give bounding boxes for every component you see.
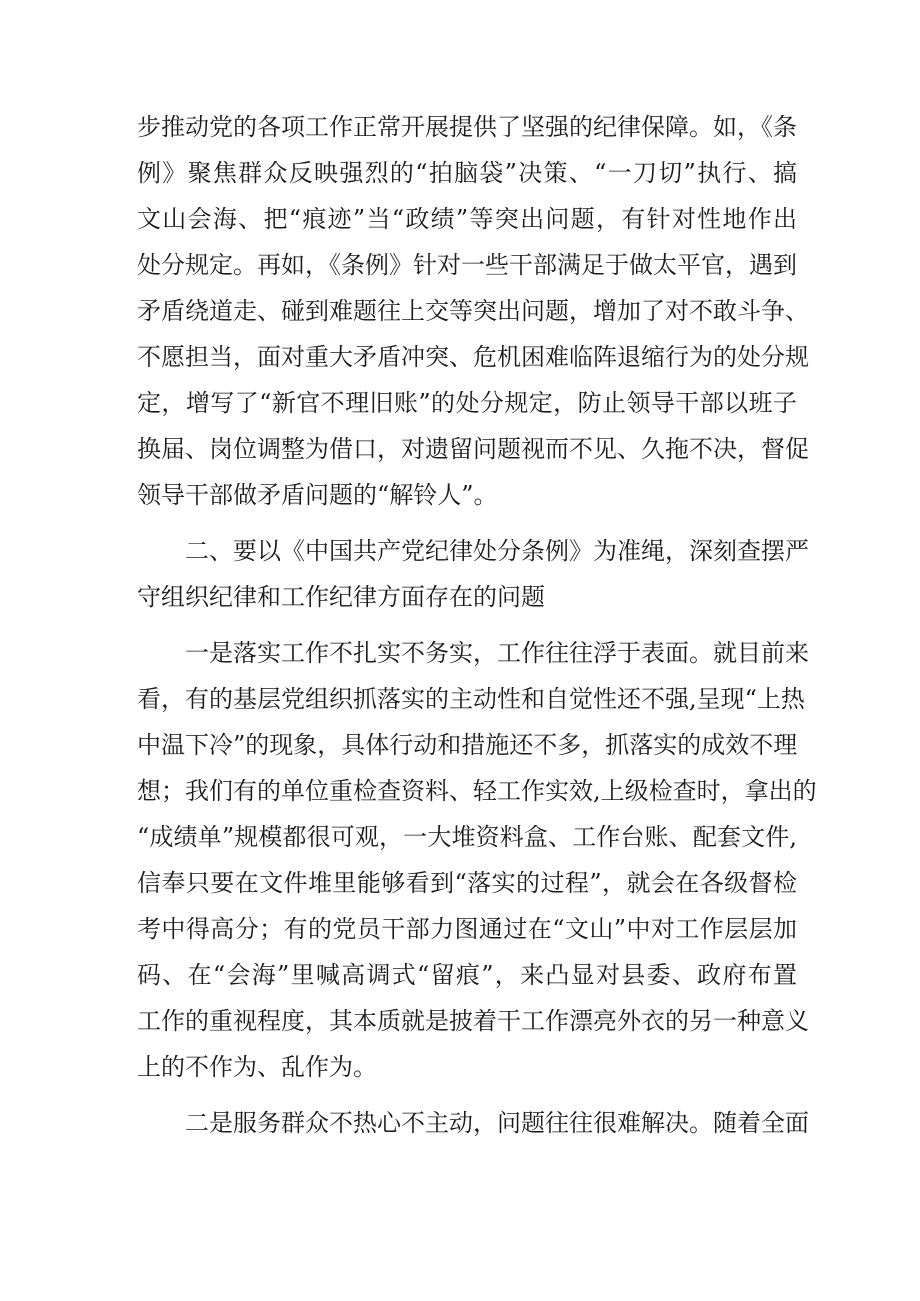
paragraph-gap (137, 518, 797, 528)
text-line: 例》聚焦群众反映强烈的“拍脑袋”决策、“一刀切”执行、搞 (137, 159, 797, 187)
paragraph-gap (137, 1090, 797, 1100)
text-line: 工作的重视程度，其本质就是披着干工作漂亮外衣的另一种意义 (137, 1007, 809, 1035)
section-heading-two (137, 528, 809, 620)
text-line: 守组织纪律和工作纪律方面存在的问题 (137, 583, 545, 611)
text-line: 看，有的基层党组织抓落实的主动性和自觉性还不强,呈现“上热 (137, 685, 805, 713)
text-line: 信奉只要在文件堆里能够看到“落实的过程”，就会在各级督检 (137, 869, 797, 897)
text-line: 上的不作为、乱作为。 (137, 1053, 377, 1081)
paragraph-problem-one (137, 630, 817, 1090)
text-line: 中温下冷”的现象，具体行动和措施还不多，抓落实的成效不理 (137, 731, 798, 759)
text-line: 考中得高分；有的党员干部力图通过在“文山”中对工作层层加 (137, 915, 797, 943)
text-line: 码、在“会海”里喊高调式“留痕”，来凸显对县委、政府布置 (137, 961, 797, 989)
text-line: 矛盾绕道走、碰到难题往上交等突出问题，增加了对不敢斗争、 (137, 297, 809, 325)
paragraph-gap (137, 620, 797, 630)
text-line: 二、要以《中国共产党纪律处分条例》为准绳，深刻查摆严 (137, 537, 809, 565)
text-line: 定，增写了“新官不理旧账”的处分规定，防止领导干部以班子 (137, 389, 797, 417)
paragraph-discipline-regulations (137, 104, 809, 518)
text-line: 想；我们有的单位重检查资料、轻工作实效,上级检查时，拿出的 (137, 777, 817, 805)
text-line: 处分规定。再如，《条例》针对一些干部满足于做太平官，遇到 (137, 251, 797, 279)
text-line: 步推动党的各项工作正常开展提供了坚强的纪律保障。如，《条 (137, 113, 797, 141)
text-line: 领导干部做矛盾问题的“解铃人”。 (137, 481, 498, 509)
text-line: 不愿担当，面对重大矛盾冲突、危机困难临阵退缩行为的处分规 (137, 343, 809, 371)
paragraph-problem-two (137, 1100, 809, 1146)
text-line: 二是服务群众不热心不主动，问题往往很难解决。随着全面 (137, 1109, 809, 1137)
text-line: 一是落实工作不扎实不务实，工作往往浮于表面。就目前来 (137, 639, 809, 667)
text-line: 文山会海、把“痕迹”当“政绩”等突出问题，有针对性地作出 (137, 205, 797, 233)
document-body (137, 104, 817, 1146)
text-line: 换届、岗位调整为借口，对遗留问题视而不见、久拖不决，督促 (137, 435, 809, 463)
text-line: “成绩单”规模都很可观，一大堆资料盒、工作台账、配套文件, (137, 823, 797, 851)
